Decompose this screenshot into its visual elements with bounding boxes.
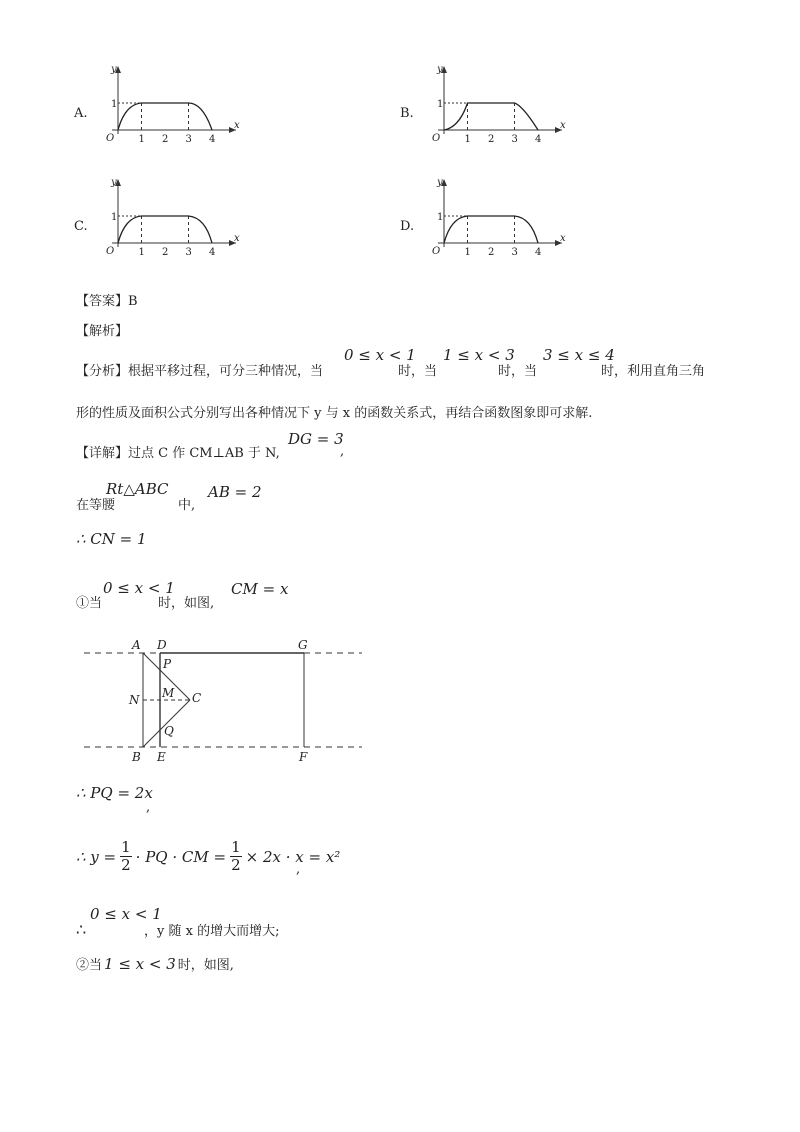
x-tick-label: 4	[209, 247, 216, 258]
function-curve	[118, 216, 212, 243]
half-fraction	[120, 840, 132, 873]
origin-label: O	[432, 133, 441, 144]
x-axis-label: x	[560, 233, 566, 244]
answer-line	[76, 290, 138, 309]
comma: ,	[146, 800, 151, 815]
label-c: C	[192, 691, 202, 705]
x-axis-label: x	[234, 233, 240, 244]
y-tick-label: 1	[437, 212, 444, 223]
answer-tag: 【答案】	[76, 294, 129, 309]
detail-line1	[76, 442, 280, 461]
area-pre: ∴ y =	[76, 847, 117, 866]
case1-pre: ①当	[76, 596, 103, 611]
case2-math: 1 ≤ x < 3	[104, 955, 176, 973]
detail-tag: 【详解】	[76, 446, 129, 461]
option-d-graph	[426, 173, 576, 263]
detail-math-cn: ∴ CN = 1	[76, 530, 147, 548]
detail-text: 中,	[178, 498, 196, 513]
label-d: D	[157, 638, 167, 652]
area-mid1: · PQ · CM =	[135, 847, 227, 866]
x-tick-label: 2	[488, 247, 495, 258]
half-fraction-2	[230, 840, 242, 873]
comma: ,	[296, 862, 301, 877]
x-tick-label: 3	[185, 247, 192, 258]
fenxi-text: 时，当	[398, 364, 438, 379]
half-denominator: 2	[231, 856, 241, 874]
option-c-graph	[100, 173, 250, 263]
origin-label: O	[432, 246, 441, 257]
case1-math2: CM = x	[231, 580, 289, 598]
x-tick-label: 4	[535, 134, 542, 145]
case1-math: 0 ≤ x < 1	[103, 579, 175, 597]
label-n: N	[129, 693, 140, 707]
case2-post: 时，如图,	[177, 958, 234, 973]
fenxi-tag: 【分析】	[76, 364, 129, 379]
function-curve	[444, 103, 538, 130]
option-a-graph	[100, 60, 250, 150]
x-tick-label: 1	[138, 247, 145, 258]
half-numerator: 1	[231, 838, 241, 856]
fenxi-text: 时，利用直角三角	[601, 364, 706, 379]
half-numerator: 1	[121, 838, 131, 856]
y-axis-label: y	[111, 64, 117, 75]
detail-comma: ,	[340, 444, 345, 459]
y-tick-label: 1	[111, 212, 118, 223]
translation-figure	[80, 634, 370, 774]
x-tick-label: 1	[138, 134, 145, 145]
x-tick-label: 1	[464, 247, 471, 258]
origin-label: O	[106, 133, 115, 144]
option-b-graph	[426, 60, 576, 150]
x-tick-label: 3	[185, 134, 192, 145]
option-label: B.	[400, 106, 414, 121]
x-tick-label: 2	[162, 134, 169, 145]
detail-math-dg: DG = 3	[288, 430, 344, 448]
origin-label: O	[106, 246, 115, 257]
option-label: A.	[74, 106, 88, 121]
x-tick-label: 3	[511, 134, 518, 145]
area-mid2: × 2x · x = x²	[245, 847, 341, 866]
x-axis-label: x	[234, 120, 240, 131]
x-tick-label: 3	[511, 247, 518, 258]
label-b: B	[132, 750, 141, 764]
y-axis-label: y	[437, 177, 443, 188]
x-axis-label: x	[560, 120, 566, 131]
conc-text: ，y 随 x 的增大而增大;	[144, 924, 280, 939]
x-tick-label: 1	[464, 134, 471, 145]
answer-value: B	[128, 294, 138, 309]
x-tick-label: 2	[162, 247, 169, 258]
y-tick-label: 1	[437, 99, 444, 110]
option-label: D.	[400, 219, 415, 234]
detail-math-rt: Rt△ABC	[106, 480, 169, 498]
analysis-tag: 【解析】	[76, 324, 129, 339]
conc-math: 0 ≤ x < 1	[90, 905, 162, 923]
y-axis-label: y	[437, 64, 443, 75]
option-label: C.	[74, 219, 88, 234]
label-q: Q	[164, 724, 174, 738]
case2-pre: ②当	[76, 958, 103, 973]
fenxi-math-3: 3 ≤ x ≤ 4	[543, 346, 615, 364]
detail-math-ab: AB = 2	[208, 483, 262, 501]
label-g: G	[298, 638, 308, 652]
detail-text: 在等腰	[76, 498, 116, 513]
fenxi-line2: 形的性质及面积公式分别写出各种情况下 y 与 x 的函数关系式，再结合函数图象即可求解.	[76, 406, 593, 421]
detail-text: 过点 C 作 CM⊥AB 于 N,	[128, 446, 280, 461]
therefore: ∴	[76, 920, 87, 939]
fenxi-math-2: 1 ≤ x < 3	[443, 346, 515, 364]
fenxi-text: 时，当	[498, 364, 538, 379]
pq-formula: ∴ PQ = 2x	[76, 784, 153, 802]
y-axis-label: y	[111, 177, 117, 188]
label-a: A	[132, 638, 141, 652]
case1-mid: 时，如图,	[158, 596, 215, 611]
label-f: F	[299, 750, 308, 764]
x-tick-label: 4	[535, 247, 542, 258]
y-tick-label: 1	[111, 99, 118, 110]
x-tick-label: 4	[209, 134, 216, 145]
half-denominator: 2	[121, 856, 131, 874]
x-tick-label: 2	[488, 134, 495, 145]
area-formula	[76, 840, 340, 873]
label-p: P	[163, 657, 172, 671]
label-m: M	[162, 686, 175, 700]
fenxi-line1	[76, 360, 323, 379]
fenxi-math-1: 0 ≤ x < 1	[344, 346, 416, 364]
function-curve	[118, 103, 212, 130]
label-e: E	[157, 750, 166, 764]
fenxi-text: 根据平移过程，可分三种情况，当	[128, 364, 324, 379]
function-curve	[444, 216, 538, 243]
case2-line	[76, 954, 234, 973]
